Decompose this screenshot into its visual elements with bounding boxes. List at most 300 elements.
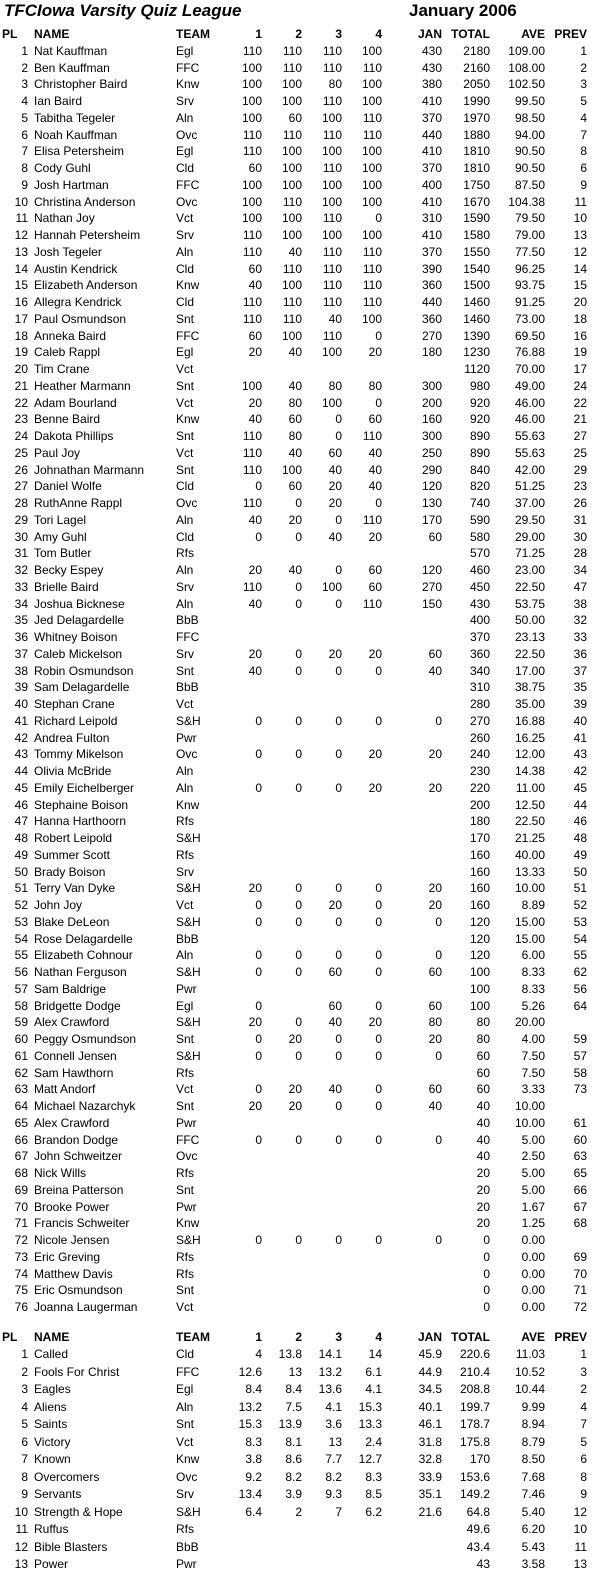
team-name: Saints [34,1417,68,1432]
individual-place: 6 [21,127,28,142]
individual-total: 220 [469,780,490,795]
individual-ave: 55.63 [514,445,545,460]
individual-team: Vct [176,1300,194,1314]
individual-prev: 73 [573,1082,587,1097]
team-name: Fools For Christ [34,1364,120,1379]
individual-place: 40 [14,697,28,711]
individual-prev: 13 [573,228,587,242]
individual-prev: 10 [573,211,587,226]
individual-quiz-2: 0 [295,881,302,896]
team-row [0,1521,593,1539]
individual-place: 54 [14,931,28,946]
team-ave: 7.68 [521,1469,545,1484]
individual-place: 69 [14,1182,28,1197]
individual-row [0,60,593,77]
individual-quiz-3: 110 [322,211,342,226]
individual-total: 400 [469,613,490,628]
individual-quiz-4 [342,730,382,747]
individual-name: Peggy Osmundson [34,1032,137,1046]
individual-total: 1390 [463,328,490,343]
individual-quiz-2: 100 [281,211,302,226]
individual-row [0,395,593,412]
individual-team: Cld [176,161,195,175]
individual-quiz-4 [342,847,382,864]
individual-row [0,947,593,964]
individual-total: 80 [476,1032,490,1046]
individual-quiz-2: 110 [282,295,302,309]
team-row [0,1539,593,1557]
individual-row [0,529,593,546]
individual-row [0,1266,593,1283]
individual-place: 48 [14,831,28,845]
individual-quiz-1: 110 [242,311,262,326]
team-quiz-3: 13 [328,1434,342,1449]
individual-name: Daniel Wolfe [34,479,102,494]
individual-jan: 60 [428,529,442,544]
individual-ave: 76.88 [514,345,545,360]
individual-row [0,1182,593,1199]
individual-quiz-4: 110 [362,295,382,309]
individual-total: 20 [476,1182,490,1197]
individual-ave: 5.00 [521,1182,545,1197]
individual-quiz-4: 100 [361,228,382,242]
individual-jan: 410 [421,194,442,209]
individual-name: Elizabeth Anderson [34,278,138,293]
individual-quiz-4: 60 [368,579,382,594]
individual-place: 56 [14,965,28,979]
individual-team: Egl [176,345,194,360]
individual-quiz-1: 40 [248,278,262,293]
individual-jan: 410 [421,228,442,242]
individual-total: 920 [469,412,490,427]
individual-total: 260 [469,730,490,745]
team-place: 7 [21,1452,28,1467]
individual-team: Rfs [176,847,194,862]
individual-total: 1750 [463,177,490,192]
individual-quiz-2 [262,830,302,847]
individual-quiz-3: 0 [335,881,342,896]
individual-quiz-2: 60 [288,110,302,125]
individual-quiz-2: 100 [281,177,302,192]
individual-place: 18 [14,328,28,343]
individual-row [0,579,593,596]
individual-quiz-2: 0 [295,747,302,762]
individual-quiz-4 [342,797,382,814]
individual-quiz-1 [222,1299,262,1316]
individual-team: BbB [176,680,199,695]
individual-place: 11 [15,211,28,226]
individual-name: Johnathan Marmann [34,462,145,477]
individual-quiz-2: 40 [288,244,302,259]
individual-row [0,931,593,948]
individual-jan [382,1182,442,1199]
team-jan: 45.9 [418,1347,442,1362]
individual-team: Knw [176,278,200,293]
individual-total: 310 [469,680,490,695]
individual-quiz-3: 0 [335,948,342,963]
individual-team: Pwr [176,730,197,745]
individual-row [0,462,593,479]
individual-quiz-3: 110 [322,244,342,259]
individual-quiz-2 [262,696,302,713]
individual-name: Caleb Mickelson [34,646,123,661]
individual-quiz-4: 110 [362,429,382,443]
team-quiz-2 [262,1539,302,1557]
individual-total: 0 [483,1266,490,1281]
individual-quiz-3: 110 [322,261,342,276]
title-bar [0,0,585,26]
individual-prev: 33 [573,630,587,644]
individual-team: Rfs [176,1065,194,1080]
individual-team: BbB [176,613,199,628]
individual-place: 30 [14,529,28,544]
individual-quiz-3: 20 [328,646,342,661]
individual-team: Aln [176,948,194,963]
individual-place: 59 [14,1015,28,1030]
individual-rows [0,43,593,1316]
individual-ave: 7.50 [521,1048,545,1063]
individual-quiz-1 [222,361,262,378]
team-quiz-1: 8.3 [245,1434,262,1449]
individual-name: Adam Bourland [34,395,117,410]
individual-quiz-4: 100 [361,94,382,108]
individual-place: 76 [14,1300,28,1314]
individual-quiz-2: 40 [288,345,302,360]
team-quiz-2: 3.9 [285,1487,302,1502]
individual-jan [382,830,442,847]
team-total: 149.2 [459,1487,490,1502]
individual-name: Alex Crawford [34,1015,110,1030]
individual-place: 61 [14,1048,28,1063]
individual-quiz-2: 60 [288,479,302,494]
col-header-pl: PL [2,1329,18,1344]
individual-row [0,495,593,512]
individual-team: S&H [176,831,201,845]
individual-name: Tori Lagel [34,512,87,527]
individual-quiz-1 [222,1065,262,1082]
individual-quiz-4 [342,1249,382,1266]
individual-row [0,1215,593,1232]
team-ave: 9.99 [521,1399,545,1414]
individual-jan: 60 [428,1082,442,1097]
individual-quiz-1: 0 [255,780,262,795]
team-jan [382,1539,442,1557]
individual-total: 60 [476,1065,490,1080]
individual-quiz-1: 0 [255,747,262,762]
individual-jan: 250 [421,445,442,460]
individual-ave: 102.50 [508,77,545,92]
individual-quiz-4 [342,696,382,713]
individual-quiz-2 [262,1115,302,1132]
individual-name: Amy Guhl [34,529,87,544]
team-quiz-2: 8.2 [285,1469,302,1484]
individual-prev: 28 [573,546,587,561]
individual-name: Caleb Rappl [34,345,101,360]
team-team: BbB [176,1539,199,1554]
individual-row [0,1148,593,1165]
individual-team: Vct [176,362,194,376]
individual-jan [382,1215,442,1232]
individual-ave: 77.50 [514,244,545,259]
individual-quiz-4 [342,864,382,881]
team-prev: 12 [573,1504,587,1519]
individual-ave: 90.50 [514,161,545,175]
individual-quiz-2 [262,1165,302,1182]
individual-quiz-2 [262,864,302,881]
individual-quiz-2 [262,981,302,998]
team-team: FFC [176,1364,200,1379]
individual-quiz-1: 20 [248,646,262,661]
individual-prev: 20 [573,295,587,309]
individual-team: Snt [176,663,195,678]
individual-quiz-2 [262,763,302,780]
individual-name: Anneka Baird [34,328,107,343]
individual-team: S&H [176,881,201,896]
individual-name: Paul Osmundson [34,311,127,326]
individual-quiz-2: 0 [295,1048,302,1063]
individual-team: Snt [176,429,195,443]
individual-quiz-4: 20 [368,1015,382,1030]
individual-prev [545,1098,593,1115]
individual-name: Benne Baird [34,412,101,427]
team-quiz-3 [302,1539,342,1557]
individual-jan: 0 [435,914,442,929]
individual-name: Emily Eichelberger [34,780,135,795]
individual-quiz-3: 20 [328,496,342,510]
individual-ave: 29.50 [514,512,545,527]
individual-place: 34 [14,596,28,611]
team-total: 49.6 [466,1522,490,1537]
individual-quiz-4: 0 [375,1132,382,1147]
team-total: 43 [476,1557,490,1572]
individual-quiz-4 [342,612,382,629]
individual-row [0,914,593,931]
report-date: January 2006 [409,1,517,20]
individual-quiz-1: 40 [248,512,262,527]
individual-team: Vct [176,1082,194,1097]
individual-place: 39 [14,680,28,695]
individual-prev: 71 [573,1283,587,1298]
individual-name: Christopher Baird [34,77,128,92]
individual-quiz-3: 0 [335,429,342,443]
individual-prev: 53 [573,914,587,929]
individual-place: 7 [21,144,28,159]
individual-place: 60 [14,1032,28,1046]
individual-quiz-2: 20 [288,1099,302,1113]
individual-place: 23 [14,412,28,427]
individual-row [0,696,593,713]
individual-quiz-3 [302,1148,342,1165]
individual-ave: 94.00 [514,127,545,142]
individual-quiz-3 [302,1182,342,1199]
individual-row [0,964,593,981]
individual-quiz-2: 0 [295,663,302,678]
individual-place: 17 [14,311,28,326]
col-header-q1: 1 [255,27,262,41]
individual-quiz-1: 110 [242,144,262,159]
individual-place: 27 [14,479,28,494]
individual-quiz-2: 0 [295,948,302,963]
team-ave: 8.94 [521,1417,545,1432]
team-total: 208.8 [459,1382,490,1397]
individual-jan: 20 [428,898,442,912]
individual-quiz-3: 0 [335,780,342,795]
individual-jan [382,1115,442,1132]
individual-quiz-1 [222,1115,262,1132]
team-name: Aliens [34,1399,67,1414]
individual-total: 40 [476,1099,490,1113]
individual-row [0,1199,593,1216]
individual-quiz-1 [222,730,262,747]
individual-quiz-1: 110 [242,295,262,309]
team-name: Bible Blasters [34,1539,108,1554]
individual-jan: 390 [421,261,442,276]
individual-quiz-4: 0 [375,898,382,912]
individual-team: Snt [176,378,195,393]
individual-jan: 200 [421,395,442,410]
individual-quiz-2: 100 [281,278,302,293]
individual-quiz-2: 0 [295,1015,302,1030]
team-jan: 21.6 [418,1504,442,1519]
individual-team: Ovc [176,496,198,510]
individual-ave: 51.25 [514,479,545,494]
col-header-name: NAME [34,1329,70,1344]
individual-total: 180 [469,814,490,829]
individual-quiz-3 [302,696,342,713]
individual-ave: 16.25 [514,730,545,745]
individual-quiz-4: 100 [361,161,382,175]
individual-name: John Joy [34,898,83,912]
individual-row [0,1282,593,1299]
individual-total: 270 [469,713,490,728]
individual-name: Tabitha Tegeler [34,110,116,125]
team-row [0,1486,593,1504]
individual-quiz-3: 40 [328,311,342,326]
individual-ave: 4.00 [521,1032,545,1046]
individual-place: 14 [14,261,28,276]
individual-row [0,1165,593,1182]
team-quiz-1: 15.3 [238,1417,262,1432]
individual-quiz-3: 100 [321,579,342,594]
individual-jan [382,1065,442,1082]
individual-total: 460 [469,563,490,577]
individual-quiz-2 [262,1199,302,1216]
individual-team: Srv [176,228,194,242]
individual-jan [382,1249,442,1266]
individual-row [0,344,593,361]
individual-ave: 3.33 [521,1082,545,1097]
individual-quiz-1: 110 [242,228,262,242]
individual-quiz-1 [222,797,262,814]
individual-ave: 79.50 [514,211,545,226]
individual-prev [545,1014,593,1031]
individual-prev: 66 [573,1182,587,1197]
individual-quiz-3: 80 [328,378,342,393]
individual-place: 3 [21,77,28,92]
individual-quiz-1: 110 [242,445,262,460]
individual-prev: 70 [573,1266,587,1281]
individual-ave: 13.33 [514,864,545,879]
individual-ave: 38.75 [514,680,545,695]
individual-name: Hannah Petersheim [34,228,141,242]
individual-place: 42 [14,730,28,745]
individual-team: Rfs [176,1266,194,1281]
individual-row [0,1299,593,1316]
team-prev: 11 [574,1539,587,1554]
individual-row [0,1081,593,1098]
individual-quiz-1: 110 [242,579,262,594]
team-prev: 7 [580,1417,587,1432]
individual-quiz-4: 100 [361,311,382,326]
individual-place: 15 [14,278,28,293]
individual-place: 1 [21,43,28,58]
individual-row [0,746,593,763]
individual-prev [545,1232,593,1249]
individual-prev: 11 [574,194,587,209]
individual-prev: 68 [573,1216,587,1231]
individual-place: 33 [14,579,28,594]
individual-ave: 99.50 [514,94,545,108]
individual-jan [382,696,442,713]
individual-quiz-4: 40 [368,479,382,494]
individual-quiz-2: 100 [281,144,302,159]
team-quiz-3: 13.6 [318,1382,342,1397]
team-row [0,1469,593,1487]
individual-team: Vct [176,211,194,226]
individual-name: Matt Andorf [34,1082,96,1097]
individual-place: 63 [14,1082,28,1097]
individual-quiz-4 [342,1165,382,1182]
individual-jan [382,1148,442,1165]
individual-row [0,43,593,60]
individual-quiz-3: 110 [322,161,342,175]
individual-name: Noah Kauffman [34,127,118,142]
individual-ave: 14.38 [514,764,545,778]
individual-total: 1880 [463,127,490,142]
team-jan: 32.8 [418,1452,442,1467]
individual-ave: 90.50 [514,144,545,159]
individual-team: Snt [176,462,195,477]
individual-quiz-3: 100 [321,144,342,159]
individual-quiz-1: 100 [241,60,262,75]
individual-quiz-2 [262,797,302,814]
individual-ave: 10.00 [514,1115,545,1130]
individual-quiz-4: 0 [375,713,382,728]
team-ave: 11.03 [515,1347,545,1362]
team-team: Snt [176,1417,195,1432]
individual-name: Sam Delagardelle [34,680,130,695]
individual-total: 1460 [463,295,490,309]
individual-team: Egl [176,43,194,58]
individual-name: Josh Tegeler [34,244,102,259]
individual-header-row [0,26,593,43]
individual-row [0,110,593,127]
individual-quiz-1: 40 [248,596,262,611]
individual-jan: 370 [421,161,442,175]
individual-quiz-4: 0 [375,948,382,963]
individual-ave: 87.50 [514,177,545,192]
individual-ave: 42.00 [514,462,545,477]
team-row [0,1381,593,1399]
individual-ave: 104.38 [508,194,545,209]
individual-quiz-1: 60 [248,328,262,343]
individual-prev: 64 [573,998,587,1013]
team-quiz-1: 9.2 [245,1469,262,1484]
individual-quiz-3: 60 [328,965,342,979]
team-name: Eagles [34,1382,71,1397]
individual-quiz-2 [262,730,302,747]
individual-place: 28 [14,496,28,510]
